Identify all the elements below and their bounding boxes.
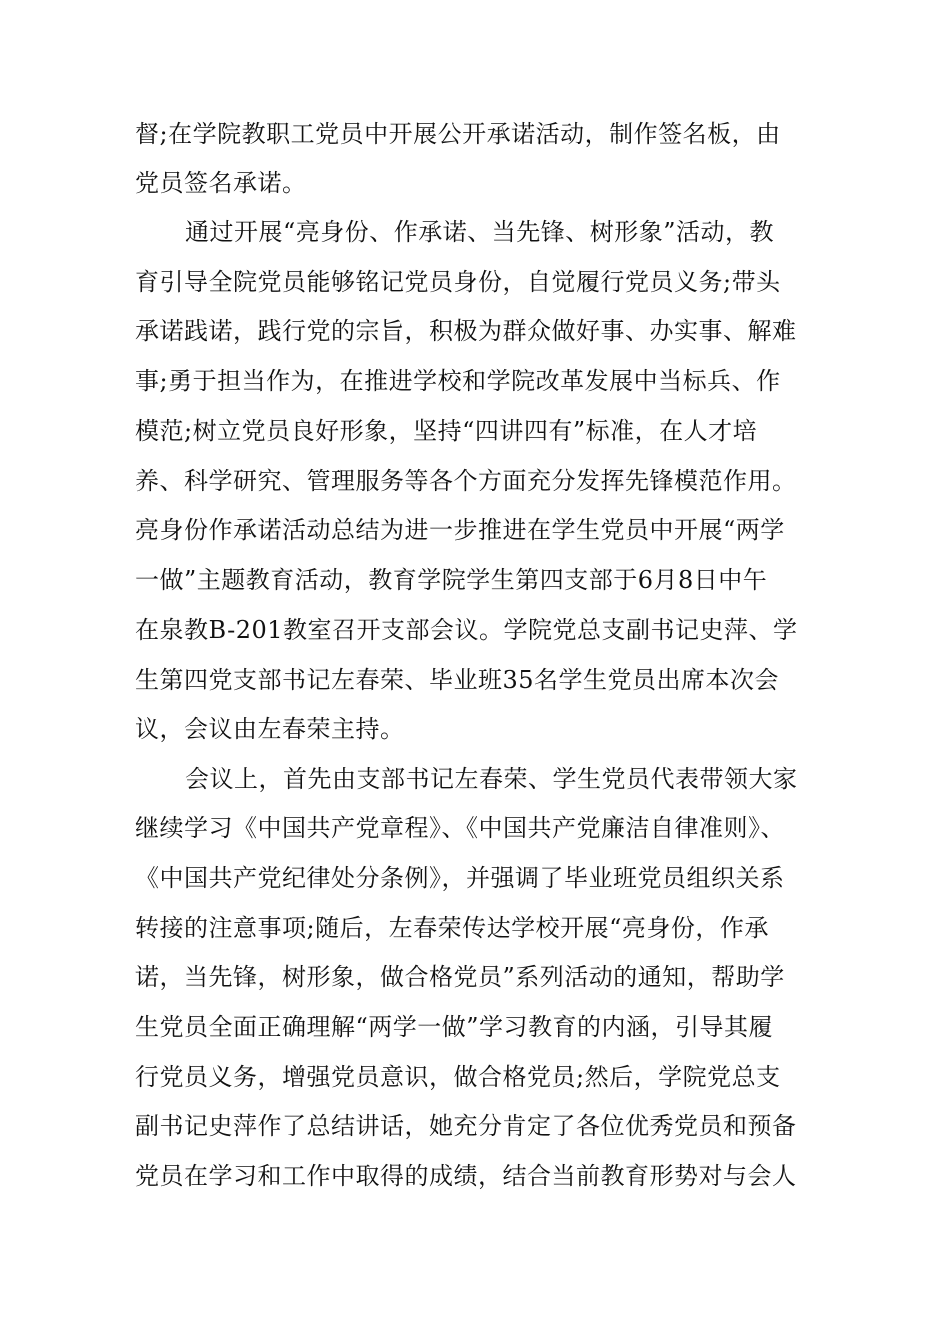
text-line: 继续学习《中国共产党章程》、《中国共产党廉洁自律准则》、	[135, 814, 785, 842]
text-line: 会议上，首先由支部书记左春荣、学生党员代表带领大家	[185, 765, 798, 793]
text-line: 行党员义务，增强党员意识，做合格党员;然后，学院党总支	[135, 1063, 781, 1091]
text-line: 一做”主题教育活动，教育学院学生第四支部于6月8日中午	[135, 566, 768, 594]
text-line: 《中国共产党纪律处分条例》，并强调了毕业班党员组织关系	[135, 864, 785, 892]
text-line: 转接的注意事项;随后，左春荣传达学校开展“亮身份，作承	[135, 914, 769, 942]
text-line: 亮身份作承诺活动总结为进一步推进在学生党员中开展“两学	[135, 516, 785, 544]
text-line: 生第四党支部书记左春荣、毕业班35名学生党员出席本次会	[135, 666, 780, 694]
text-line: 通过开展“亮身份、作承诺、当先锋、树形象”活动，教	[185, 218, 775, 246]
text-line: 生党员全面正确理解“两学一做”学习教育的内涵，引导其履	[135, 1013, 774, 1041]
text-line: 督;在学院教职工党员中开展公开承诺活动，制作签名板，由	[135, 120, 781, 148]
text-line: 承诺践诺，践行党的宗旨，积极为群众做好事、办实事、解难	[135, 317, 797, 345]
text-line: 在泉教B-201教室召开支部会议。学院党总支副书记史萍、学	[135, 616, 798, 644]
text-line: 诺，当先锋，树形象，做合格党员”系列活动的通知，帮助学	[135, 963, 785, 991]
text-line: 党员在学习和工作中取得的成绩，结合当前教育形势对与会人	[135, 1162, 797, 1190]
text-line: 议，会议由左春荣主持。	[135, 715, 405, 743]
text-line: 模范;树立党员良好形象，坚持“四讲四有”标准，在人才培	[135, 417, 758, 445]
text-line: 养、科学研究、管理服务等各个方面充分发挥先锋模范作用。	[135, 467, 797, 495]
text-line: 育引导全院党员能够铭记党员身份，自觉履行党员义务;带头	[135, 268, 781, 296]
text-line: 副书记史萍作了总结讲话，她充分肯定了各位优秀党员和预备	[135, 1112, 797, 1140]
text-line: 党员签名承诺。	[135, 169, 307, 197]
text-line: 事;勇于担当作为，在推进学校和学院改革发展中当标兵、作	[135, 367, 781, 395]
